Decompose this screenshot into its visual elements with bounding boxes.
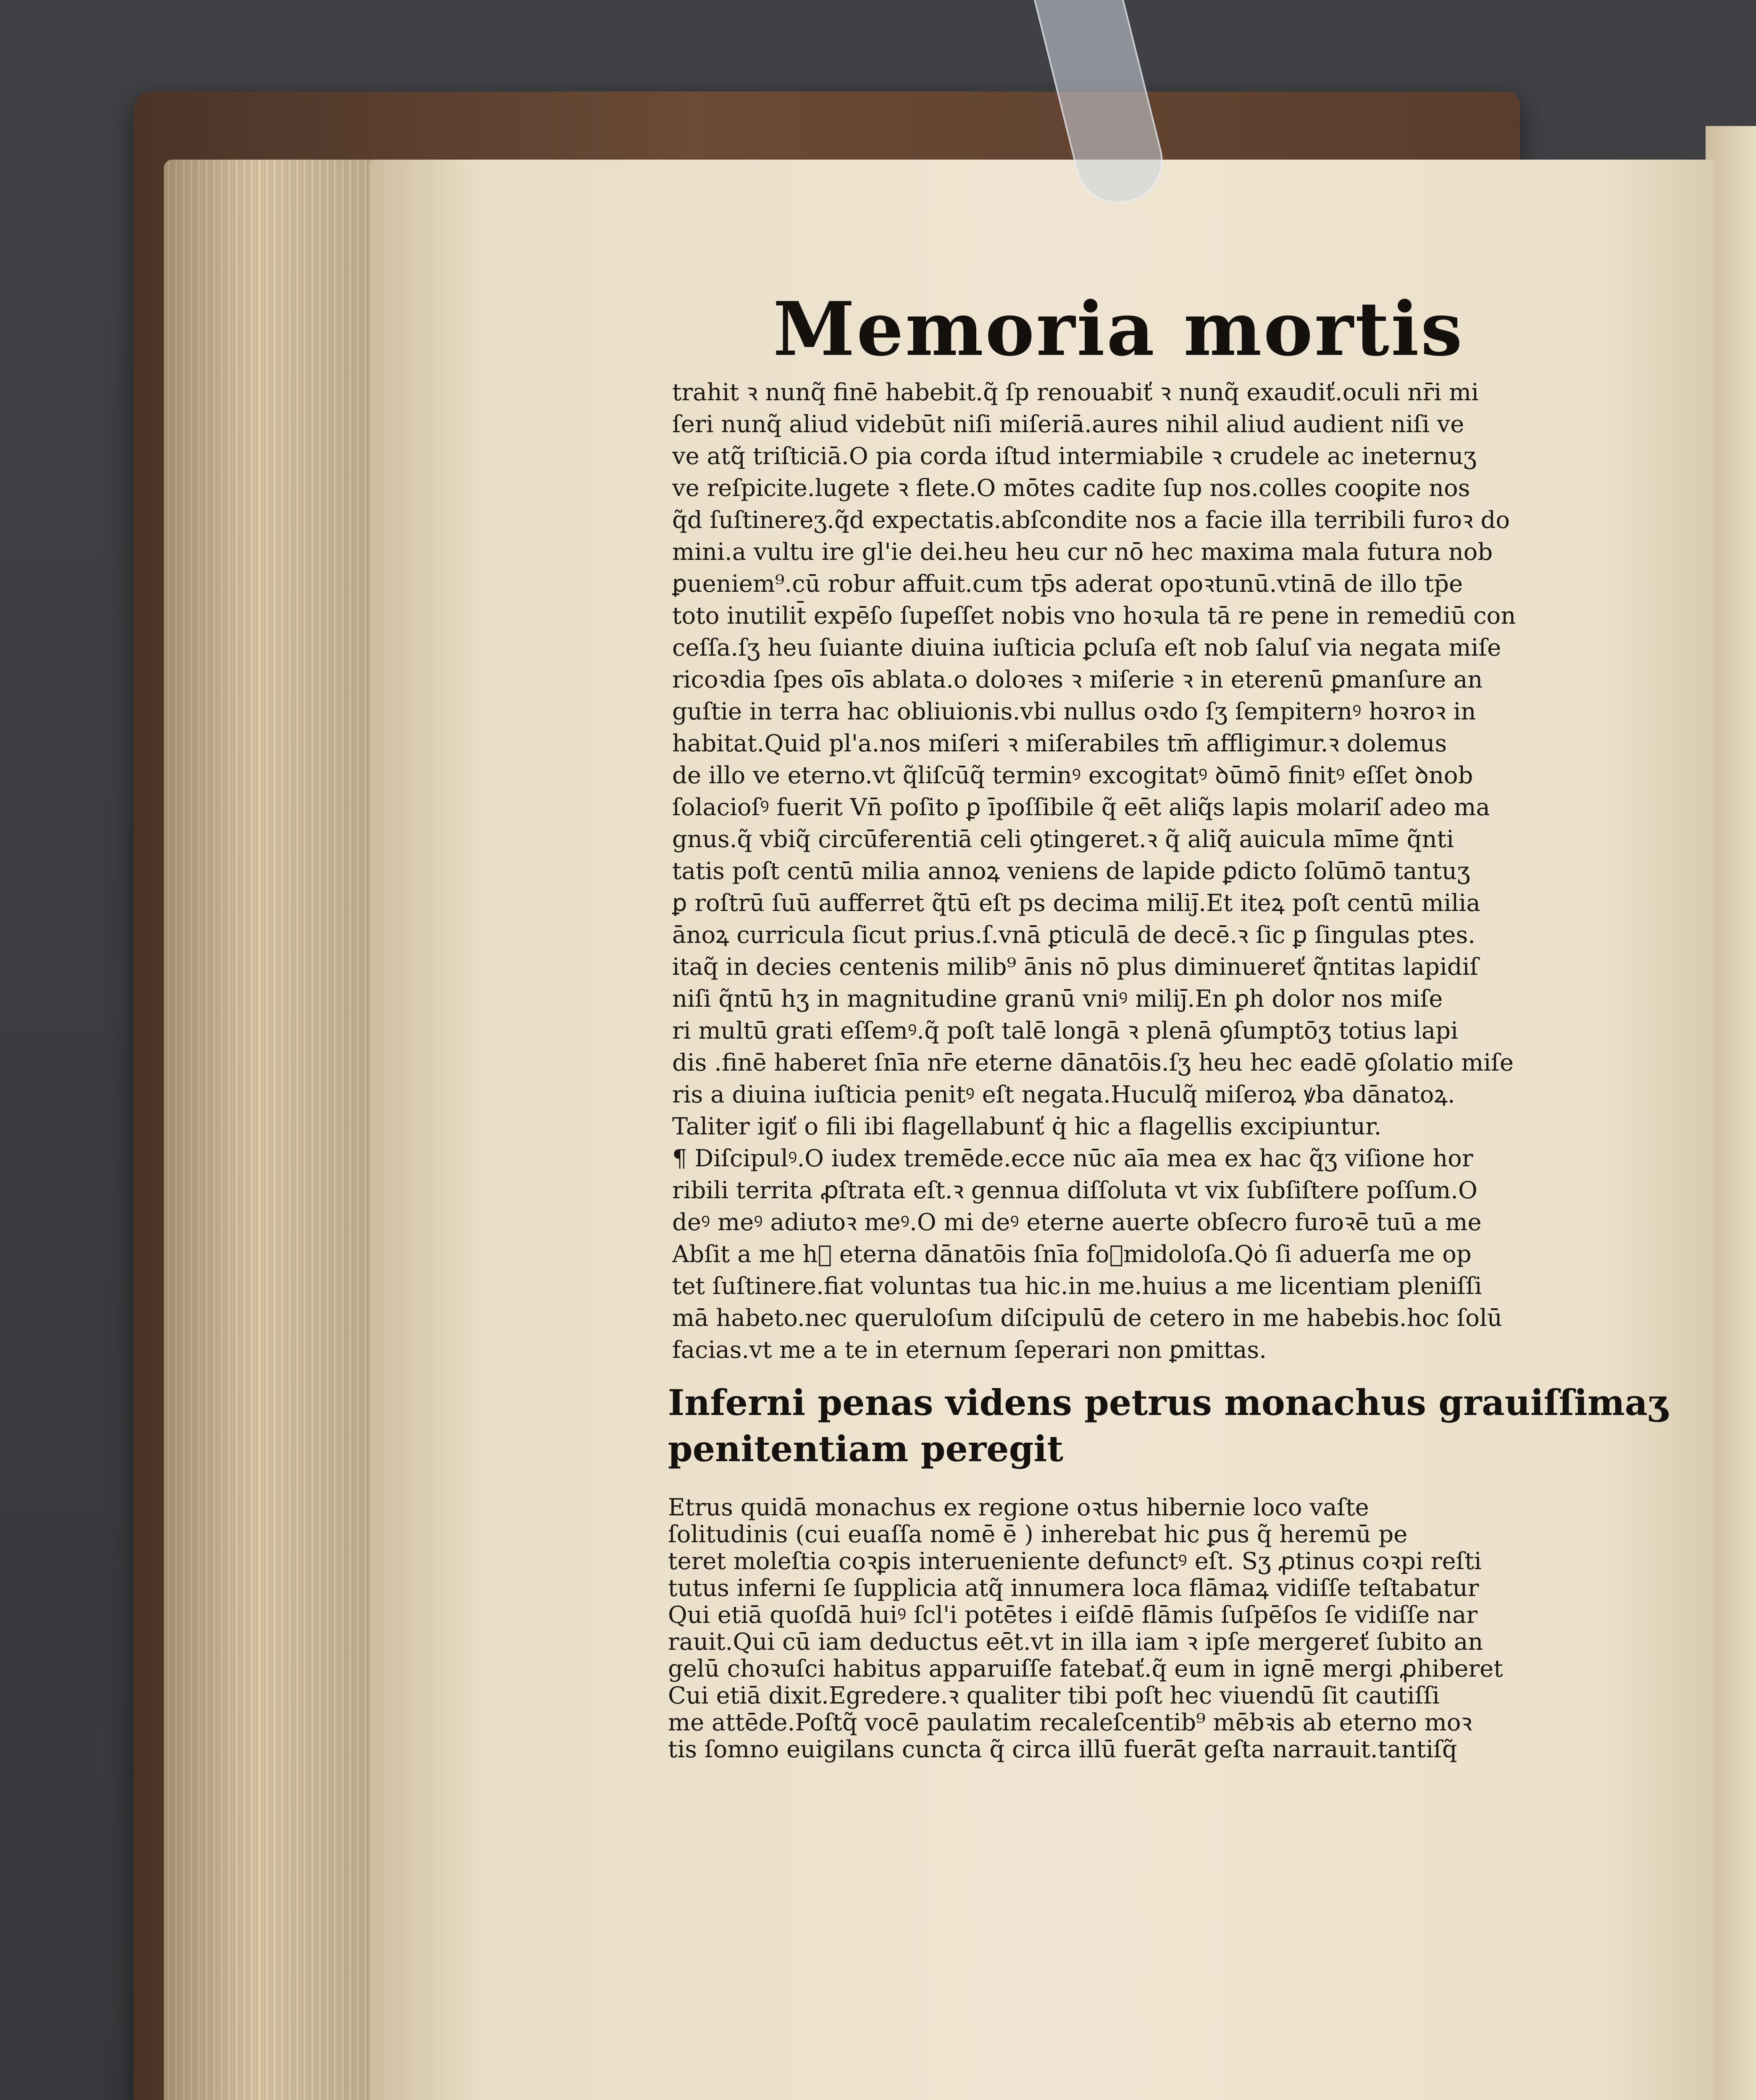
text-line: guſtie in terra hac obliuionis.vbi nullus oꝛdo ſʒ ſempiternꝰ hoꝛroꝛ in [672, 698, 1476, 725]
text-line: ſolitudinis (cui euaſſa nomē ē ) inherebat hic ꝑus q̃ heremū pe [668, 1521, 1408, 1548]
text-line: mini.a vultu ire gl'ie dei.heu heu cur nō hec maxima mala futura nob [672, 538, 1493, 566]
text-line: teret moleſtia coꝛꝑis interueniente defunctꝰ eſt. Sʒ ꝓtinus coꝛpi reſti [668, 1548, 1482, 1575]
text-line: ribili territa ꝓſtrata eſt.ꝛ gennua diſſoluta vt vix ſubſiſtere poſſum.O [672, 1177, 1477, 1204]
page-block-shade [164, 160, 399, 2100]
text-line: tatis poſt centū milia annoꝝ veniens de lapide ꝑdicto ſolūmō tantuʒ [672, 858, 1470, 885]
text-line: ceſſa.ſʒ heu ſuiante diuina iuſticia ꝑcluſa eſt nob ſaluſ via negata miſe [672, 634, 1501, 662]
text-line: ꝑueniem⁹.cū robur affuit.cum tp̄s aderat opoꝛtunū.vtinā de illo tp̄e [672, 570, 1463, 598]
text-line: tet ſuſtinere.fiat voluntas tua hic.in me.huius a me licentiam pleniſſi [672, 1273, 1482, 1300]
text-line: ve atq̃ triſticiā.O pia corda iſtud intermiabile ꝛ crudele ac ineternuʒ [672, 443, 1477, 470]
text-line: ſeri nunq̃ aliud videbūt niſi miſeriā.aures nihil aliud audient niſi ve [672, 411, 1464, 438]
text-line: rauit.Qui cū iam deductus eēt.vt in illa iam ꝛ ipſe mergereť ſubito an [668, 1628, 1483, 1656]
text-line: ri multū grati eſſemꝰ.q̃ poſt talē longā ꝛ plenā ꝯſumptōʒ totius lapi [672, 1017, 1458, 1045]
text-line: tis ſomno euigilans cuncta q̃ circa illū fuerāt geſta narrauit.tantiſq̃ [668, 1736, 1457, 1763]
text-line: q̃d ſuſtinereʒ.q̃d expectatis.abſcondite nos a facie illa terribili furoꝛ do [672, 507, 1510, 534]
text-line: itaq̃ in decies centenis milib⁹ ānis nō plus diminuereť q̃ntitas lapidiſ [672, 953, 1479, 981]
text-line: ānoꝝ curricula ſicut prius.ſ.vnā ꝑticulā de decē.ꝛ ſic ꝑ ſingulas ptes. [672, 921, 1475, 949]
text-line: ve reſpicite.lugete ꝛ flete.O mōtes cadite ſup nos.colles cooꝑite nos [672, 475, 1470, 502]
text-line: ris a diuina iuſticia penitꝰ eſt negata.Huculq̃ miſeroꝝ ꝟba dānatoꝝ. [672, 1081, 1455, 1108]
text-line: ꝑ roſtrū ſuū aufferret q̃tū eſt ps decima miliȷ̄.Et iteꝝ poſt centū milia [672, 890, 1480, 917]
text-line: dis .finē haberet ſnīa nr̄e eterne dānatōis.ſʒ heu hec eadē ꝯſolatio miſe [672, 1049, 1514, 1076]
text-line: Etrus quidā monachus ex regione oꝛtus hibernie loco vaſte [668, 1494, 1369, 1521]
text-line: gnus.q̃ vbiq̃ circūferentiā celi ꝯtingeret.ꝛ q̃ aliq̃ auicula mīme q̃nti [672, 826, 1454, 853]
text-line: tutus inferni ſe ſupplicia atq̃ innumera loca flāmaꝝ vidiſſe teſtabatur [668, 1575, 1479, 1602]
section-heading-line-2: penitentiam peregit [668, 1428, 1064, 1470]
text-line: facias.vt me a te in eternum ſeperari non ꝑmittas. [672, 1336, 1267, 1364]
page-title: Memoria mortis [773, 286, 1464, 373]
text-line: de illo ve eterno.vt q̃liſcūq̃ terminꝰ excogitatꝰ ꝺūmō finitꝰ eſſet ꝺnob [672, 762, 1473, 789]
text-line: me attēde.Poſtq̃ vocē paulatim recaleſcentib⁹ mēbꝛis ab eterno moꝛ [668, 1709, 1472, 1736]
text-line: ¶ Diſcipulꝰ.O iudex tremēde.ecce nūc aīa mea ex hac q̃ʒ viſione hor [672, 1145, 1473, 1172]
text-line: toto inutilit̄ expēſo ſupeſſet nobis vno hoꝛula tā re pene in remediū con [672, 602, 1516, 630]
text-line: Taliter igiť o fili ibi flagellabunť q̇ hic a flagellis excipiuntur. [672, 1113, 1382, 1140]
text-line: Abſit a me hᷓ eterna dānatōis ſnīa foꝛmidoloſa.Qȯ ſi aduerſa me op [672, 1241, 1472, 1268]
text-line: trahit ꝛ nunq̃ finē habebit.q̃ ſp renouabiť ꝛ nunq̃ exaudiť.oculi nr̄i mi [672, 379, 1479, 406]
text-line: Cui etiā dixit.Egredere.ꝛ qualiter tibi poſt hec viuendū ſit cautiſſi [668, 1682, 1440, 1709]
text-line: niſi q̃ntū hʒ in magnitudine granū vniꝰ miliȷ̄.En ꝑh dolor nos miſe [672, 985, 1443, 1013]
section-heading-line-1: Inferni penas videns petrus monachus grauiſſimaʒ [668, 1382, 1668, 1423]
text-line: mā habeto.nec queruloſum diſcipulū de cetero in me habebis.hoc ſolū [672, 1305, 1502, 1332]
text-line: ſolacioſꝰ fuerit Vn̄ poſito ꝑ īpoſſibile q̃ eēt aliq̃s lapis molariſ adeo ma [672, 794, 1490, 821]
text-line: habitat.Quid pl'a.nos miſeri ꝛ miſerabiles tm̄ affligimur.ꝛ dolemus [672, 730, 1447, 757]
text-line: Qui etiā quoſdā huiꝰ ſcl'i potētes i eiſdē flāmis ſuſpēſos ſe vidiſſe nar [668, 1601, 1478, 1629]
text-line: ricoꝛdia ſpes oīs ablata.o doloꝛes ꝛ miſerie ꝛ in eterenū ꝑmanſure an [672, 666, 1483, 693]
text-line: deꝰ meꝰ adiutoꝛ meꝰ.O mi deꝰ eterne auerte obſecro furoꝛē tuū a me [672, 1209, 1482, 1236]
text-line: gelū choꝛuſci habitus apparuiſſe fatebať.q̃ eum in ignē mergi ꝓhiberet [668, 1655, 1503, 1683]
